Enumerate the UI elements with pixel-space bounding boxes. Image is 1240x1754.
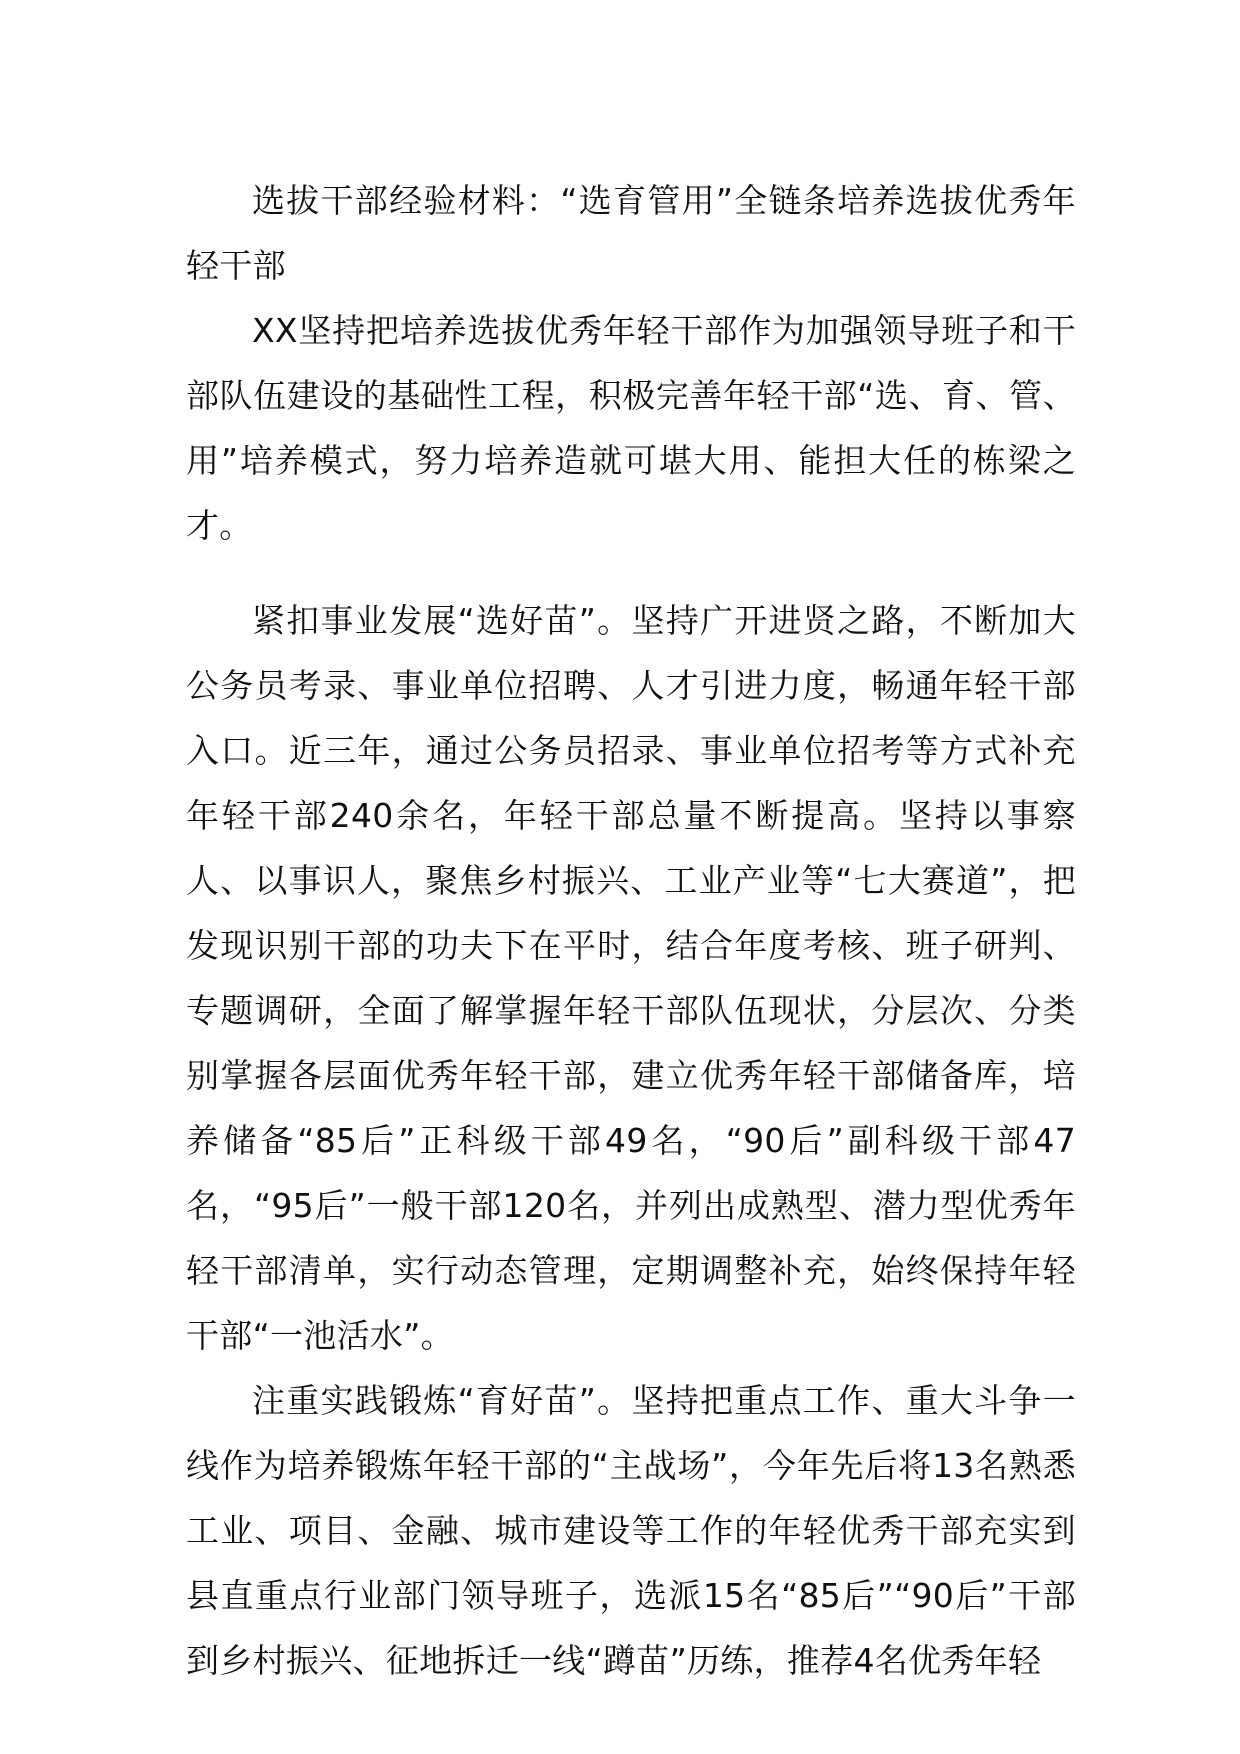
paragraph-select-seedlings: 紧扣事业发展“选好苗”。坚持广开进贤之路，不断加大公务员考录、事业单位招聘、人才引进力度，畅通年轻干部入口。近三年，通过公务员招录、事业单位招考等方式补充年轻干部240余名，年轻干部总量不断提高。坚持以事察人、以事识人，聚焦乡村振兴、工业产业等“七大赛道”，把发现识别干部的功夫下在平时，结合年度考核、班子研判、专题调研，全面了解掌握年轻干部队伍现状，分层次、分类别掌握各层面优秀年轻干部，建立优秀年轻干部储备库，培养储备“85后”正科级干部49名，“90后”副科级干部47名，“95后”一般干部120名，并列出成熟型、潜力型优秀年轻干部清单，实行动态管理，定期调整补充，始终保持年轻干部“一池活水”。: [186, 601, 1076, 1355]
document-title: 选拔干部经验材料：“选育管用”全链条培养选拔优秀年轻干部: [186, 181, 1076, 285]
paragraph-intro: XX坚持把培养选拔优秀年轻干部作为加强领导班子和干部队伍建设的基础性工程，积极完善年轻干部“选、育、管、用”培养模式，努力培养造就可堪大用、能担大任的栋梁之才。: [186, 311, 1076, 545]
document-body: [186, 168, 1076, 1693]
paragraph-cultivate-seedlings: 注重实践锻炼“育好苗”。坚持把重点工作、重大斗争一线作为培养锻炼年轻干部的“主战场”，今年先后将13名熟悉工业、项目、金融、城市建设等工作的年轻优秀干部充实到县直重点行业部门领导班子，选派15名“85后”“90后”干部到乡村振兴、征地拆迁一线“蹲苗”历练，推荐4名优秀年轻: [186, 1381, 1076, 1680]
